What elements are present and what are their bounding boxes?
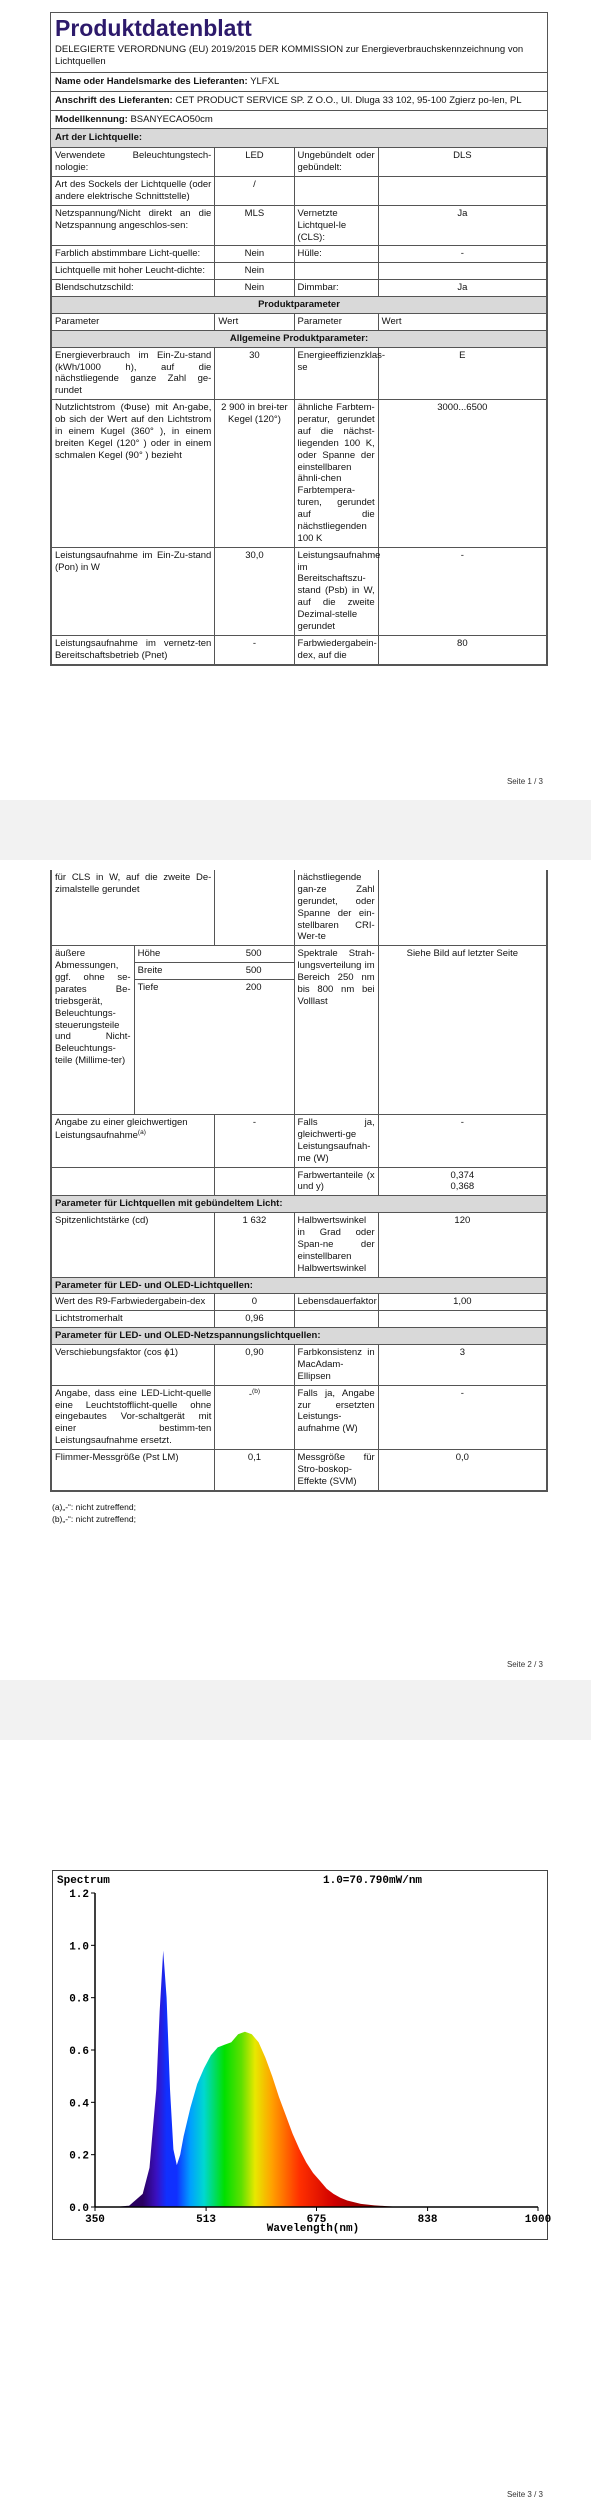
spectral-value: Siehe Bild auf letzter Seite xyxy=(378,946,546,1115)
cell-label xyxy=(294,1311,378,1328)
dimensions-subtable xyxy=(52,946,294,1114)
page-number: Seite 1 / 3 xyxy=(506,777,543,786)
cell-value: 120 xyxy=(378,1213,546,1277)
cell-label: Falls ja, gleichwerti-ge Leistungsaufnah-me (W) xyxy=(294,1115,378,1168)
table-row xyxy=(52,1385,547,1449)
address-label: Anschrift des Lieferanten: xyxy=(55,94,173,106)
cell-value: 0,90 xyxy=(215,1345,294,1386)
cell-label: Netzspannung/Nicht direkt an die Netzspannung angeschlos-sen: xyxy=(52,205,215,246)
cell-value: 30,0 xyxy=(215,547,294,635)
trademark-row xyxy=(51,72,547,91)
table-row xyxy=(52,635,547,664)
dimensions-cell xyxy=(52,946,295,1115)
cell-label: Messgröße für Stro-boskop-Effekte (SVM) xyxy=(294,1450,378,1491)
cell-label: Nutzlichtstrom (Φuse) mit An-gabe, ob sich der Wert auf den Lichtstrom in einem Kugel (360° ), in einem breiten Kegel (120° ) oder in einem schmalen Kegel (90° ) bezieht xyxy=(52,400,215,548)
x-axis-label: Wavelength(nm) xyxy=(266,2223,360,2235)
chromaticity-values: 0,374 0,368 xyxy=(378,1167,546,1196)
table-row xyxy=(52,1311,547,1328)
col-header-param: Parameter xyxy=(52,313,215,330)
cell-value: MLS xyxy=(215,205,294,246)
dim-value: 200 xyxy=(245,982,262,993)
cell-label: Leistungsaufnahme im vernetz-ten Bereitschaftsbetrieb (Pnet) xyxy=(52,635,215,664)
table-row xyxy=(52,205,547,246)
column-header-row xyxy=(52,313,547,330)
model-row xyxy=(51,110,547,129)
table-row xyxy=(52,1450,547,1491)
cell-label: Blendschutzschild: xyxy=(52,280,215,297)
cell-value: E xyxy=(378,347,546,400)
cell-label: Lichtquelle mit hoher Leucht-dichte: xyxy=(52,263,215,280)
dim-name: Breite xyxy=(134,963,214,980)
cell-label: Ungebündelt oder gebündelt: xyxy=(294,148,378,177)
cell-label: Energieverbrauch im Ein-Zu-stand (kWh/1000 h), auf die nächstliegende ganze Zahl ge-rundet xyxy=(52,347,215,400)
cell-value: DLS xyxy=(378,148,546,177)
y-tick-label: 0.6 xyxy=(69,2046,89,2058)
model-value: BSANYECAO50cm xyxy=(130,113,213,125)
dim-value: 500 xyxy=(214,963,294,980)
table-row xyxy=(52,1115,547,1168)
y-tick-label: 0.0 xyxy=(69,2203,89,2215)
cell-value: 1 632 xyxy=(215,1213,294,1277)
cell-value: 3 xyxy=(378,1345,546,1386)
dimensions-label: äußere Abmessungen, ggf. ohne se-parates Be-triebsgerät, Beleuchtungs-steuerungsteile und Nicht-Beleuchtungs-teile (Millime-ter) xyxy=(52,946,134,1114)
dim-value: 500 xyxy=(214,946,294,962)
table-row xyxy=(52,400,547,548)
datasheet-frame-1 xyxy=(50,12,548,666)
cell-label: Angabe, dass eine LED-Licht-quelle eine Leuchtstofflicht-quelle ohne eingebautes Vor-schaltgerät mit einer bestimm-ten Leistungsaufnahme ersetzt. xyxy=(52,1385,215,1449)
section-header-row xyxy=(52,1196,547,1213)
y-tick-label: 0.8 xyxy=(69,1993,89,2006)
light-type-header: Art der Lichtquelle: xyxy=(51,128,547,147)
regulation-subtitle: DELEGIERTE VERORDNUNG (EU) 2019/2015 DER KOMMISSION zur Energieverbrauchskennzeichnung von Lichtquellen xyxy=(55,44,524,67)
product-params-header: Produktparameter xyxy=(52,297,547,314)
x-tick-label: 838 xyxy=(417,2214,438,2226)
cell-label: ähnliche Farbtem-peratur, gerundet auf die nächst-liegenden 100 K, oder Spanne der einstellbaren ähnli-chen Farbtempera-turen, gerundet auf die nächstliegenden 100 K xyxy=(294,400,378,548)
cell-label: Verwendete Beleuchtungstech-nologie: xyxy=(52,148,215,177)
general-params-header: Allgemeine Produktparameter: xyxy=(52,330,547,347)
spectral-label: Spektrale Strah-lungsverteilung im Bereich 250 nm bis 800 nm bei Volllast xyxy=(294,946,378,1115)
page-2 xyxy=(0,860,591,1680)
table-row xyxy=(52,870,547,946)
cell-value: - xyxy=(378,547,546,635)
cell-value xyxy=(215,870,294,946)
section-header-row xyxy=(52,1277,547,1294)
cell-value: - xyxy=(378,1115,546,1168)
cell-value: 80 xyxy=(378,635,546,664)
y-tick-label: 0.2 xyxy=(69,2150,89,2163)
cell-label: Leistungsaufnahme im Ein-Zu-stand (Pon) in W xyxy=(52,547,215,635)
cell-label: Flimmer-Messgröße (Pst LM) xyxy=(52,1450,215,1491)
cell-label: Dimmbar: xyxy=(294,280,378,297)
equiv-label: Angabe zu einer gleichwertigen Leistungsaufnahme$^{(a)}$ xyxy=(52,1115,215,1168)
product-params-header-row xyxy=(52,297,547,314)
cell-label: Lebensdauerfaktor xyxy=(294,1294,378,1311)
table-row xyxy=(52,1213,547,1277)
section-header-row xyxy=(52,1328,547,1345)
cell-value: - xyxy=(215,1115,294,1168)
page-1 xyxy=(0,0,591,800)
cell-label: Energieeffizienzklas-se xyxy=(294,347,378,400)
cell-label: Hülle: xyxy=(294,246,378,263)
datasheet-frame-2 xyxy=(50,870,548,1492)
cell-label: Farbkonsistenz in MacAdam-Ellipsen xyxy=(294,1345,378,1386)
cell-value: 2 900 in brei-ter Kegel (120°) xyxy=(215,400,294,548)
mains-header: Parameter für LED- und OLED-Netzspannungslichtquellen: xyxy=(52,1328,547,1345)
col-header-value: Wert xyxy=(378,313,546,330)
trademark-value: YLFXL xyxy=(250,75,280,87)
x-tick-label: 675 xyxy=(306,2214,327,2226)
cell-label: für CLS in W, auf die zweite De-zimalstelle gerundet xyxy=(52,870,215,946)
col-header-param: Parameter xyxy=(294,313,378,330)
cell-label xyxy=(294,177,378,206)
directional-header: Parameter für Lichtquellen mit gebündeltem Licht: xyxy=(52,1196,547,1213)
table-row xyxy=(52,148,547,177)
cell-label: Vernetzte Lichtquel-le (CLS): xyxy=(294,205,378,246)
cell-value: Nein xyxy=(215,263,294,280)
y-tick-label: 0.4 xyxy=(69,2098,89,2111)
cell-value: -$^{(b)}$ xyxy=(215,1385,294,1449)
cell-value: 1,00 xyxy=(378,1294,546,1311)
cell-value: 0,1 xyxy=(215,1450,294,1491)
cell-value: Ja xyxy=(378,280,546,297)
page-3 xyxy=(0,1740,591,2510)
general-params-header-row xyxy=(52,330,547,347)
address-value: CET PRODUCT SERVICE SP. Z O.O., Ul. Dluga 33 102, 95-100 Zgierz po-len, PL xyxy=(175,94,522,106)
cell-value xyxy=(215,1167,294,1196)
cell-value xyxy=(378,177,546,206)
cell-value xyxy=(378,1311,546,1328)
chart-title: Spectrum xyxy=(57,1875,110,1887)
table-row xyxy=(52,246,547,263)
page-number: Seite 2 / 3 xyxy=(506,1660,543,1669)
cell-label: Halbwertswinkel in Grad oder Span-ne der einstellbaren Halbwertswinkel xyxy=(294,1213,378,1277)
footnote-a: (a)„-“: nicht zutreffend; xyxy=(52,1502,136,1512)
table-row xyxy=(52,1167,547,1196)
params-continued-table xyxy=(51,870,547,1491)
plot-area xyxy=(69,1889,551,2226)
table-row xyxy=(52,177,547,206)
y-tick-label: 1.2 xyxy=(69,1889,89,1901)
cell-value: / xyxy=(215,177,294,206)
cell-value: Nein xyxy=(215,280,294,297)
dimensions-row xyxy=(52,946,547,1115)
dim-name: Tiefe xyxy=(137,982,159,993)
cell-value: 0,96 xyxy=(215,1311,294,1328)
cell-label: Farblich abstimmbare Licht-quelle: xyxy=(52,246,215,263)
trademark-label: Name oder Handelsmarke des Lieferanten: xyxy=(55,75,248,87)
cell-value: Nein xyxy=(215,246,294,263)
led-header: Parameter für LED- und OLED-Lichtquellen: xyxy=(52,1277,547,1294)
cell-value: - xyxy=(378,1385,546,1449)
cell-label: Lichtstromerhalt xyxy=(52,1311,215,1328)
cell-label: Falls ja, Angabe zur ersetzten Leistungs-aufnahme (W) xyxy=(294,1385,378,1449)
x-tick-label: 1000 xyxy=(524,2214,552,2226)
cell-label: Farbwiedergabein-dex, auf die xyxy=(294,635,378,664)
spectrum-chart xyxy=(52,1870,552,2240)
footnotes xyxy=(52,1502,136,1526)
cell-value: LED xyxy=(215,148,294,177)
cell-value: 0,0 xyxy=(378,1450,546,1491)
table-row xyxy=(52,263,547,280)
cell-value: - xyxy=(378,246,546,263)
table-row xyxy=(52,280,547,297)
cell-label xyxy=(294,263,378,280)
cell-label: Spitzenlichtstärke (cd) xyxy=(52,1213,215,1277)
table-row xyxy=(52,547,547,635)
model-label: Modellkennung: xyxy=(55,113,128,125)
cell-value: - xyxy=(215,635,294,664)
cell-value: 0 xyxy=(215,1294,294,1311)
y-tick-label: 1.0 xyxy=(69,1941,89,1954)
x-tick-label: 350 xyxy=(85,2214,105,2226)
cell-label: nächstliegende gan-ze Zahl gerundet, oder Spanne der ein-stellbaren CRI-Wer-te xyxy=(294,870,378,946)
cell-value xyxy=(378,870,546,946)
cell-value xyxy=(378,263,546,280)
cell-label: Art des Sockels der Lichtquelle (oder andere elektrische Schnittstelle) xyxy=(52,177,215,206)
table-row xyxy=(52,1294,547,1311)
col-header-value: Wert xyxy=(215,313,294,330)
spectrum-area xyxy=(115,1951,401,2207)
cell-value: 3000...6500 xyxy=(378,400,546,548)
page-title: Produktdatenblatt xyxy=(55,15,252,41)
address-row xyxy=(51,91,547,110)
chromaticity-label: Farbwertanteile (x und y) xyxy=(294,1167,378,1196)
x-tick-label: 513 xyxy=(196,2214,216,2226)
footnote-b: (b)„-“: nicht zutreffend; xyxy=(52,1513,136,1524)
light-type-table xyxy=(51,147,547,664)
table-row xyxy=(52,347,547,400)
table-row xyxy=(52,1345,547,1386)
cell-label: Verschiebungsfaktor (cos ϕ1) xyxy=(52,1345,215,1386)
cell-label: Leistungsaufnahme im Bereitschaftszu-stand (Psb) in W, auf die zweite Dezimal-stelle gerundet xyxy=(294,547,378,635)
cell-label xyxy=(52,1167,215,1196)
cell-value: Ja xyxy=(378,205,546,246)
cell-value: 30 xyxy=(215,347,294,400)
page-number: Seite 3 / 3 xyxy=(506,2490,543,2499)
dim-name: Höhe xyxy=(134,946,214,962)
cell-label: Wert des R9-Farbwiedergabein-dex xyxy=(52,1294,215,1311)
spectrum-svg xyxy=(53,1871,552,2239)
chart-annotation: 1.0=70.790mW/nm xyxy=(323,1875,423,1887)
